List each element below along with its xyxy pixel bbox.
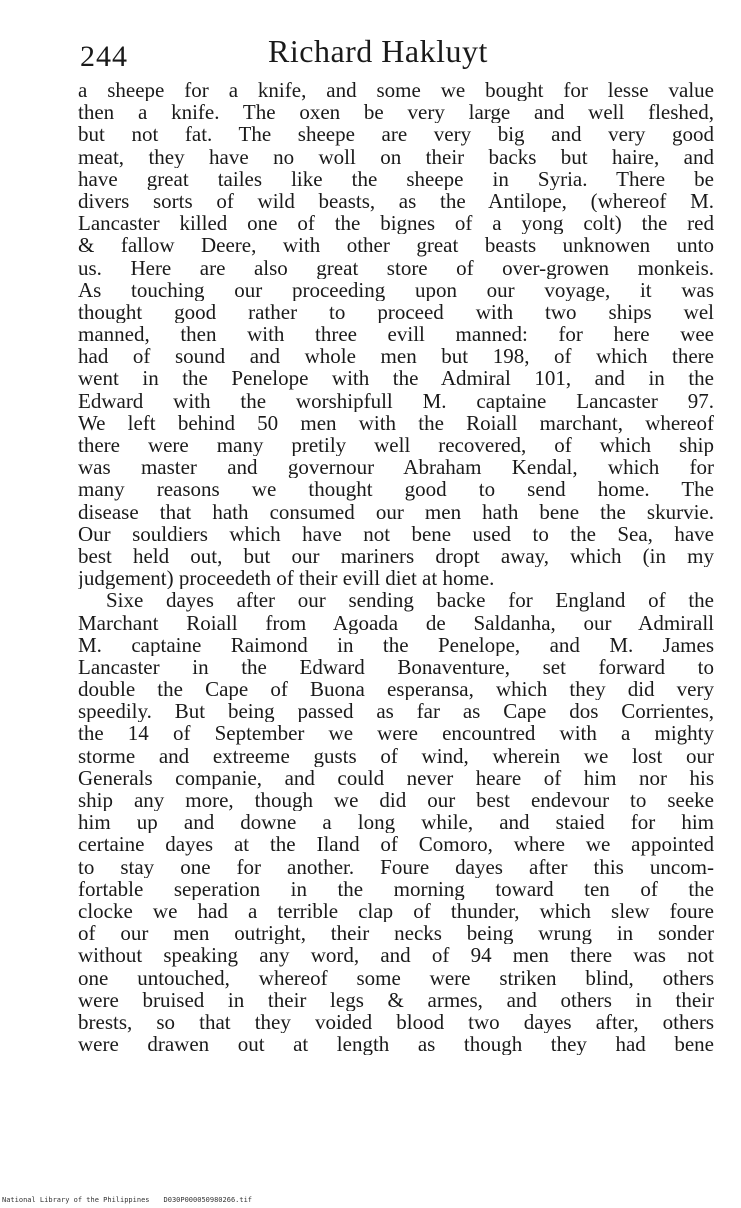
scan-filename: D030P000050980266.tif [163,1196,253,1204]
text-line: best held out, but our mariners dropt away, which (in my [78,544,714,568]
paragraph-first-line: Sixe dayes after our sending backe for England of the [106,589,714,612]
running-head: Richard Hakluyt [268,33,488,69]
text-line: then a knife. The oxen be very large and well fleshed, [78,101,714,124]
text-line: of our men outright, their necks being wrung in sonder [78,922,714,945]
text-line: but not fat. The sheepe are very big and very good [78,123,714,146]
paragraph-last-line: judgement) proceedeth of their evill diet at home. [78,567,495,590]
text-line: clocke we had a terrible clap of thunder, which slew foure [78,899,714,923]
text-line: to stay one for another. Foure dayes after this uncom- [78,855,714,878]
text-line: speedily. But being passed as far as Cape dos Corrientes, [78,700,714,723]
library-credit: National Library of the Philippines [2,1196,150,1204]
text-line: had of sound and whole men but 198, of which there [78,345,714,368]
text-line: one untouched, whereof some were striken blind, others [78,966,714,989]
text-line: thought good rather to proceed with two ships wel [78,300,714,324]
text-line: double the Cape of Buona esperansa, which they did very [78,678,714,701]
scan-footer [2,1196,252,1204]
text-line: divers sorts of wild beasts, as the Antilope, (whereof M. [78,189,714,213]
text-line: Generals companie, and could never heare of him nor his [78,766,714,789]
text-line: disease that hath consumed our men hath bene the skurvie. [78,500,714,523]
text-line: us. Here are also great store of over-growen monkeis. [78,256,714,279]
text-line: brests, so that they voided blood two dayes after, others [78,1010,714,1034]
text-line: We left behind 50 men with the Roiall marchant, whereof [78,411,714,434]
text-line: storme and extreeme gusts of wind, wherein we lost our [78,744,714,767]
text-line: meat, they have no woll on their backs but haire, and [78,145,714,168]
text-line: As touching our proceeding upon our voyage, it was [78,278,714,301]
text-line: Lancaster in the Edward Bonaventure, set forward to [78,655,714,679]
text-line: Our souldiers which have not bene used to the Sea, have [78,522,714,545]
text-line: ship any more, though we did our best endevour to seeke [78,789,714,812]
text-line: him up and downe a long while, and staied for him [78,811,714,834]
text-line: fortable seperation in the morning toward ten of the [78,877,714,900]
text-line: was master and governour Abraham Kendal, which for [78,456,714,479]
text-line: without speaking any word, and of 94 men there was not [78,944,714,967]
text-line: & fallow Deere, with other great beasts unknowen unto [78,234,714,257]
text-line: have great tailes like the sheepe in Syria. There be [78,167,714,190]
text-line: certaine dayes at the Iland of Comoro, where we appointed [78,833,714,856]
text-line: the 14 of September we were encountred with a mighty [78,722,714,745]
text-line: there were many pretily well recovered, of which ship [78,434,714,457]
text-line: went in the Penelope with the Admiral 101, and in the [78,367,714,390]
body-text [78,79,714,1055]
page-number: 244 [80,40,128,73]
text-line: Edward with the worshipfull M. captaine Lancaster 97. [78,389,714,412]
text-line: were drawen out at length as though they had bene [78,1033,714,1056]
text-line: manned, then with three evill manned: for here wee [78,323,714,346]
text-line: were bruised in their legs & armes, and others in their [78,988,714,1011]
text-line: Lancaster killed one of the bignes of a yong colt) the red [78,212,714,235]
text-line: M. captaine Raimond in the Penelope, and M. James [78,633,714,656]
text-line: Marchant Roiall from Agoada de Saldanha, our Admirall [78,611,714,634]
text-line: many reasons we thought good to send home. The [78,478,714,501]
text-line: a sheepe for a knife, and some we bought for lesse value [78,79,714,102]
